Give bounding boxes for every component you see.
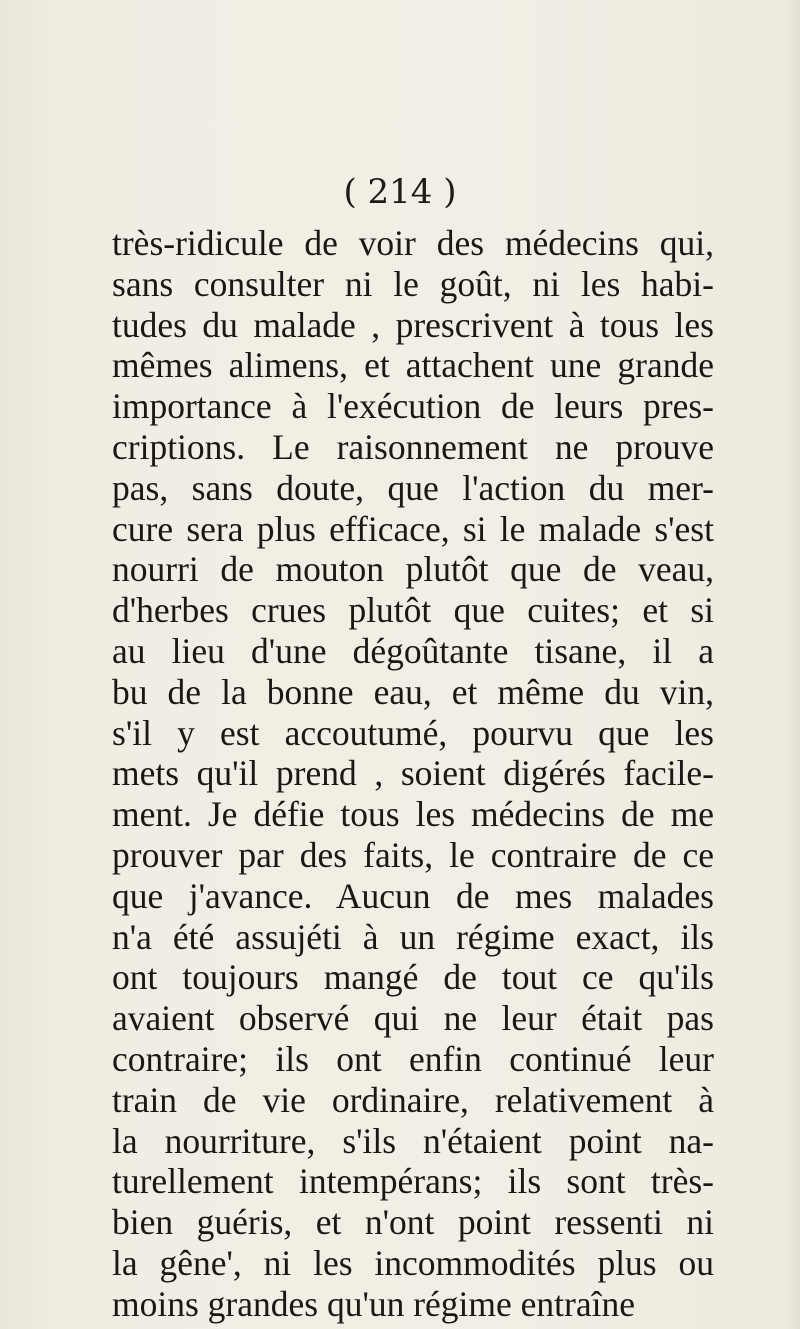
text-line: ment. Je défie tous les médecins de me	[112, 794, 714, 835]
text-line: mets qu'il prend , soient digérés facile-	[112, 753, 714, 794]
text-line: ont toujours mangé de tout ce qu'ils	[112, 957, 714, 998]
text-line: s'il y est accoutumé, pourvu que les	[112, 712, 714, 753]
text-line: turellement intempérans; ils sont très-	[112, 1161, 714, 1202]
text-line: la gêne', ni les incommodités plus ou	[112, 1242, 714, 1283]
text-line: criptions. Le raisonnement ne prouve	[112, 426, 714, 467]
text-line: moins grandes qu'un régime entraîne	[112, 1283, 635, 1324]
text-line: au lieu d'une dégoûtante tisane, il a	[112, 630, 714, 671]
text-line: importance à l'exécution de leurs pres-	[112, 386, 714, 427]
text-line: pas, sans doute, que l'action du mer-	[112, 467, 714, 508]
text-line: nourri de mouton plutôt que de veau,	[112, 549, 714, 590]
text-line: la nourriture, s'ils n'étaient point na-	[112, 1120, 714, 1161]
text-line: que j'avance. Aucun de mes malades	[112, 875, 714, 916]
text-line: contraire; ils ont enfin continué leur	[112, 1038, 714, 1079]
text-line: cure sera plus efficace, si le malade s'est	[112, 508, 714, 549]
text-line: train de vie ordinaire, relativement à	[112, 1079, 714, 1120]
text-line: bu de la bonne eau, et même du vin,	[112, 671, 714, 712]
text-line: d'herbes crues plutôt que cuites; et si	[112, 590, 714, 631]
text-line: mêmes alimens, et attachent une grande	[112, 345, 714, 386]
text-line: très-ridicule de voir des médecins qui,	[112, 223, 714, 263]
text-line: tudes du malade , prescrivent à tous les	[112, 304, 714, 345]
text-line: avaient observé qui ne leur était pas	[112, 998, 714, 1039]
body-text	[112, 223, 714, 1325]
page-number: ( 214 )	[343, 172, 457, 212]
text-line: sans consulter ni le goût, ni les habi-	[112, 263, 714, 304]
text-line: n'a été assujéti à un régime exact, ils	[112, 916, 714, 957]
text-line: bien guéris, et n'ont point ressenti ni	[112, 1202, 714, 1243]
text-line: prouver par des faits, le contraire de ce	[112, 834, 714, 875]
